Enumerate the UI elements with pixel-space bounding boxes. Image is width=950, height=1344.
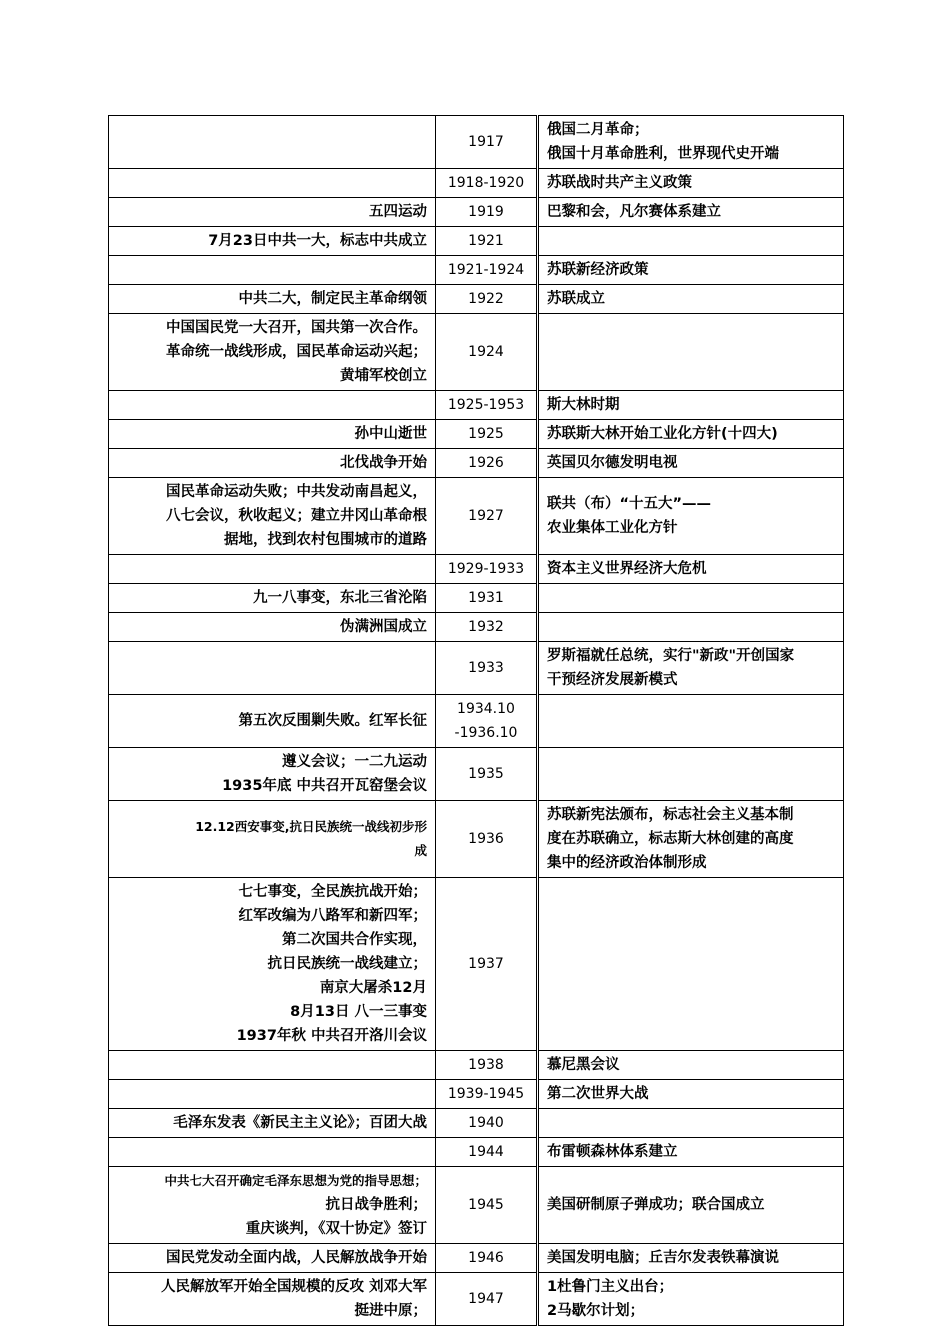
year-line: 1919 (468, 204, 504, 220)
year-line: 1944 (468, 1144, 504, 1160)
world-event-line: 罗斯福就任总统，实行"新政"开创国家 (547, 648, 795, 664)
china-event-cell (109, 1244, 436, 1273)
year-cell (436, 420, 538, 449)
world-event-cell (538, 391, 844, 420)
world-event-line: 苏联成立 (547, 291, 605, 307)
history-timeline-table (108, 115, 844, 1326)
world-event-cell (538, 642, 844, 695)
table-row (109, 878, 844, 1051)
year-line: 1945 (468, 1197, 504, 1213)
china-event-line: 中国国民党一大召开，国共第一次合作。 (166, 320, 427, 336)
world-event-line: 1杜鲁门主义出台； (547, 1279, 674, 1295)
year-line: -1936.10 (454, 725, 518, 741)
china-event-line: 8月13日 八一三事变 (290, 1004, 427, 1020)
china-event-line: 孙中山逝世 (354, 426, 427, 442)
year-cell (436, 1273, 538, 1326)
year-line: 1925 (468, 426, 504, 442)
china-event-cell (109, 198, 436, 227)
year-cell (436, 878, 538, 1051)
year-line: 1939-1945 (447, 1086, 525, 1102)
china-event-cell (109, 449, 436, 478)
table-row (109, 613, 844, 642)
year-cell (436, 748, 538, 801)
china-event-cell (109, 801, 436, 878)
china-event-cell (109, 748, 436, 801)
china-event-line: 7月23日中共一大，标志中共成立 (208, 233, 427, 249)
china-event-cell (109, 584, 436, 613)
china-event-cell (109, 642, 436, 695)
china-event-cell (109, 1080, 436, 1109)
china-event-line: 人民解放军开始全国规模的反攻 刘邓大军 (160, 1279, 427, 1295)
table-row (109, 198, 844, 227)
table-row (109, 391, 844, 420)
year-line: 1921-1924 (447, 262, 525, 278)
table-row (109, 169, 844, 198)
china-event-line: 第二次国共合作实现， (282, 932, 427, 948)
year-line: 1937 (468, 956, 504, 972)
table-row (109, 1273, 844, 1326)
year-cell (436, 1138, 538, 1167)
year-cell (436, 169, 538, 198)
china-event-line: 革命统一战线形成，国民革命运动兴起； (166, 344, 427, 360)
china-event-cell (109, 314, 436, 391)
china-event-line: 国民革命运动失败；中共发动南昌起义， (166, 484, 427, 500)
year-line: 1934.10 (457, 701, 515, 717)
world-event-cell (538, 1244, 844, 1273)
china-event-cell (109, 1167, 436, 1244)
year-line: 1931 (468, 590, 504, 606)
china-event-cell (109, 169, 436, 198)
world-event-line: 2马歇尔计划； (547, 1303, 645, 1319)
table-row (109, 1109, 844, 1138)
china-event-line: 重庆谈判，《双十协定》签订 (245, 1221, 427, 1237)
year-line: 1925-1953 (447, 397, 525, 413)
china-event-line: 挺进中原； (354, 1303, 427, 1319)
china-event-line: 国民党发动全面内战，人民解放战争开始 (166, 1250, 427, 1266)
year-line: 1924 (468, 344, 504, 360)
year-line: 1947 (468, 1291, 504, 1307)
china-event-line: 1937年秋 中共召开洛川会议 (236, 1028, 427, 1044)
world-event-line: 斯大林时期 (547, 397, 620, 413)
table-row (109, 1080, 844, 1109)
china-event-cell (109, 478, 436, 555)
year-cell (436, 256, 538, 285)
world-event-cell (538, 801, 844, 878)
world-event-cell (538, 285, 844, 314)
china-event-line: 毛泽东发表《新民主主义论》；百团大战 (173, 1115, 427, 1131)
year-cell (436, 478, 538, 555)
world-event-cell (538, 1138, 844, 1167)
year-cell (436, 1167, 538, 1244)
china-event-line: 八七会议，秋收起义；建立井冈山革命根 (166, 508, 427, 524)
world-event-cell (538, 1080, 844, 1109)
china-event-cell (109, 1051, 436, 1080)
year-cell (436, 695, 538, 748)
world-event-cell (538, 116, 844, 169)
table-row (109, 116, 844, 169)
year-cell (436, 391, 538, 420)
china-event-line: 伪满洲国成立 (340, 619, 427, 635)
world-event-line: 俄国二月革命； (547, 122, 649, 138)
world-event-line: 美国发明电脑；丘吉尔发表铁幕演说 (547, 1250, 779, 1266)
year-cell (436, 642, 538, 695)
china-event-line: 五四运动 (369, 204, 427, 220)
china-event-line: 12.12西安事变,抗日民族统一战线初步形 (195, 819, 427, 834)
year-line: 1940 (468, 1115, 504, 1131)
world-event-cell (538, 449, 844, 478)
china-event-line: 北伐战争开始 (340, 455, 427, 471)
china-event-line: 1935年底 中共召开瓦窑堡会议 (222, 778, 427, 794)
world-event-cell (538, 613, 844, 642)
china-event-cell (109, 1109, 436, 1138)
china-event-line: 中共二大，制定民主革命纲领 (238, 291, 427, 307)
year-cell (436, 1244, 538, 1273)
year-line: 1938 (468, 1057, 504, 1073)
year-cell (436, 227, 538, 256)
year-cell (436, 116, 538, 169)
world-event-line: 度在苏联确立，标志斯大林创建的高度 (547, 831, 794, 847)
table-row (109, 555, 844, 584)
table-row (109, 256, 844, 285)
year-line: 1946 (468, 1250, 504, 1266)
world-event-cell (538, 420, 844, 449)
china-event-cell (109, 116, 436, 169)
china-event-line: 黄埔军校创立 (340, 368, 427, 384)
china-event-cell (109, 1273, 436, 1326)
world-event-cell (538, 227, 844, 256)
world-event-cell (538, 1167, 844, 1244)
year-cell (436, 449, 538, 478)
table-row (109, 314, 844, 391)
china-event-line: 成 (414, 843, 427, 858)
china-event-cell (109, 695, 436, 748)
china-event-line: 抗日战争胜利； (325, 1197, 427, 1213)
year-line: 1918-1920 (447, 175, 525, 191)
china-event-cell (109, 256, 436, 285)
table-row (109, 227, 844, 256)
world-event-cell (538, 748, 844, 801)
world-event-line: 第二次世界大战 (547, 1086, 649, 1102)
china-event-cell (109, 613, 436, 642)
year-cell (436, 555, 538, 584)
table-row (109, 748, 844, 801)
china-event-line: 中共七大召开确定毛泽东思想为党的指导思想； (164, 1173, 427, 1188)
world-event-line: 苏联新宪法颁布，标志社会主义基本制 (547, 807, 794, 823)
table-row (109, 1244, 844, 1273)
world-event-line: 俄国十月革命胜利，世界现代史开端 (547, 146, 779, 162)
table-row (109, 1051, 844, 1080)
year-line: 1935 (468, 766, 504, 782)
table-row (109, 584, 844, 613)
world-event-line: 干预经济发展新模式 (547, 672, 678, 688)
world-event-cell (538, 555, 844, 584)
china-event-cell (109, 227, 436, 256)
world-event-line: 美国研制原子弹成功；联合国成立 (547, 1197, 765, 1213)
year-cell (436, 198, 538, 227)
world-event-line: 苏联战时共产主义政策 (547, 175, 692, 191)
table-row (109, 642, 844, 695)
timeline-body (109, 116, 844, 1326)
year-line: 1927 (468, 508, 504, 524)
year-cell (436, 613, 538, 642)
table-row (109, 1138, 844, 1167)
year-cell (436, 314, 538, 391)
year-line: 1929-1933 (447, 561, 525, 577)
world-event-cell (538, 1109, 844, 1138)
year-cell (436, 1051, 538, 1080)
world-event-line: 巴黎和会，凡尔赛体系建立 (547, 204, 721, 220)
china-event-line: 遵义会议；一二九运动 (282, 754, 427, 770)
world-event-line: 苏联斯大林开始工业化方针(十四大) (547, 426, 778, 442)
china-event-cell (109, 420, 436, 449)
world-event-cell (538, 169, 844, 198)
china-event-cell (109, 1138, 436, 1167)
china-event-line: 九一八事变，东北三省沦陷 (253, 590, 427, 606)
year-line: 1933 (468, 660, 504, 676)
year-cell (436, 1080, 538, 1109)
table-row (109, 449, 844, 478)
world-event-cell (538, 478, 844, 555)
year-cell (436, 584, 538, 613)
world-event-line: 英国贝尔德发明电视 (547, 455, 678, 471)
world-event-line: 慕尼黑会议 (547, 1057, 620, 1073)
year-cell (436, 285, 538, 314)
world-event-cell (538, 1273, 844, 1326)
table-row (109, 1167, 844, 1244)
year-line: 1921 (468, 233, 504, 249)
year-cell (436, 801, 538, 878)
year-line: 1926 (468, 455, 504, 471)
china-event-line: 抗日民族统一战线建立； (267, 956, 427, 972)
china-event-cell (109, 285, 436, 314)
world-event-cell (538, 584, 844, 613)
world-event-cell (538, 695, 844, 748)
table-row (109, 801, 844, 878)
table-row (109, 695, 844, 748)
china-event-cell (109, 878, 436, 1051)
table-row (109, 285, 844, 314)
year-line: 1936 (468, 831, 504, 847)
china-event-line: 南京大屠杀12月 (319, 980, 427, 996)
world-event-cell (538, 1051, 844, 1080)
world-event-line: 联共（布）“十五大”—— (547, 496, 712, 512)
china-event-line: 第五次反围剿失败。红军长征 (238, 713, 427, 729)
table-row (109, 420, 844, 449)
china-event-line: 红军改编为八路军和新四军； (238, 908, 427, 924)
world-event-line: 集中的经济政治体制形成 (547, 855, 707, 871)
china-event-cell (109, 391, 436, 420)
year-line: 1917 (468, 134, 504, 150)
world-event-line: 农业集体工业化方针 (547, 520, 678, 536)
world-event-cell (538, 878, 844, 1051)
world-event-line: 苏联新经济政策 (547, 262, 649, 278)
world-event-cell (538, 256, 844, 285)
table-row (109, 478, 844, 555)
year-line: 1932 (468, 619, 504, 635)
year-line: 1922 (468, 291, 504, 307)
china-event-line: 七七事变，全民族抗战开始； (238, 884, 427, 900)
world-event-cell (538, 314, 844, 391)
china-event-line: 据地，找到农村包围城市的道路 (224, 532, 427, 548)
world-event-line: 资本主义世界经济大危机 (547, 561, 707, 577)
china-event-cell (109, 555, 436, 584)
year-cell (436, 1109, 538, 1138)
world-event-line: 布雷顿森林体系建立 (547, 1144, 678, 1160)
world-event-cell (538, 198, 844, 227)
